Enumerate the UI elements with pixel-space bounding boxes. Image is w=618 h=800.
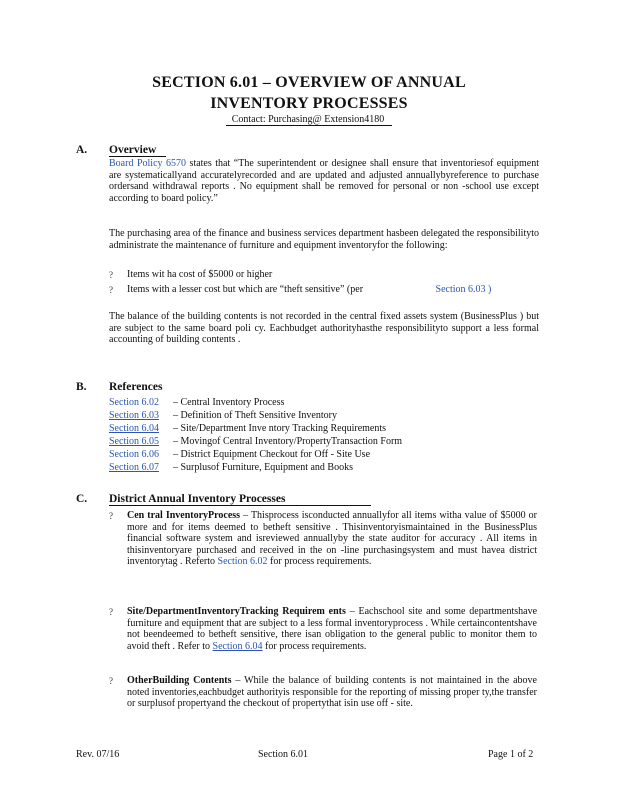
reference-row (109, 423, 386, 435)
section-c-item1 (127, 510, 537, 568)
section-b-heading: References (109, 381, 163, 393)
section-a-letter: A. (76, 144, 88, 156)
bullet-marker: ? (109, 676, 113, 686)
section-c-letter: C. (76, 493, 88, 505)
bullet-marker: ? (109, 607, 113, 617)
reference-text: – Surplusof Furniture, Equipment and Books (173, 462, 353, 473)
contact-line (0, 114, 618, 125)
footer-section: Section 6.01 (258, 749, 308, 760)
footer-revision: Rev. 07/16 (76, 749, 120, 760)
central-inventory-heading: Cen tral InventoryProcess (127, 510, 241, 521)
site-tracking-end: for process requirements. (265, 640, 367, 652)
section-a-bullet2 (127, 284, 537, 296)
central-inventory-text: – Thisprocess isconducted annuallyfor all items witha value of $5000 or more and for items deemed to betheft sensitive . Thisinventoryismaintained in the BusinessPlus financial software system and isreviewed annuallyby the state auditor for accuracy . All items in thisinventoryare purchased and received in the on -line purchasingsystem and must havea district inventorytag . Referto (127, 510, 537, 568)
section-a-para3 (109, 311, 539, 346)
central-inventory-end: for process requirements. (270, 556, 372, 568)
site-tracking-heading: Site/DepartmentInventoryTracking Requirem ents (127, 606, 346, 617)
other-contents-heading: OtherBuilding Contents (127, 675, 232, 686)
board-policy-link[interactable]: Board Policy 6570 (109, 158, 187, 169)
other-contents-text: – While the balance of building contents is not maintained in the above noted inventories,eachbudget authorityis responsible for the reporting of missing proper ty,the transfer or surplusof propertyand the checkout of propertythat isin use off - site. (127, 675, 537, 710)
footer-page-number: Page 1 of 2 (488, 749, 534, 760)
site-tracking-text: – Eachschool site and some departmentshave furniture and equipment that are subject to a less formal inventoryprocess . While certaincontentshave not beendeemed to betheft sensitive, there isan obligation to the general public to monitor them to avoid theft . Refer to (127, 606, 538, 652)
reference-row (109, 410, 337, 422)
reference-text: – District Equipment Checkout for Off - Site Use (173, 449, 371, 460)
section-6-03-link[interactable]: Section 6.03 (435, 284, 486, 295)
section-a-para2 (109, 228, 539, 251)
reference-text: – Central Inventory Process (173, 397, 285, 408)
contact-text: Contact: Purchasing@ Extension4180 (226, 114, 393, 126)
section-6-02-link[interactable]: Section 6.02 (217, 556, 268, 568)
document-title-line2: INVENTORY PROCESSES (210, 95, 408, 112)
reference-section-link[interactable]: Section 6.04 (109, 423, 159, 434)
document-title-line1: SECTION 6.01 – OVERVIEW OF ANNUAL (152, 74, 466, 91)
reference-row (109, 397, 284, 409)
reference-text: – Movingof Central Inventory/PropertyTransaction Form (173, 436, 403, 447)
bullet-marker: ? (109, 270, 113, 280)
reference-text: – Definition of Theft Sensitive Inventory (173, 410, 337, 421)
reference-row (109, 436, 402, 448)
section-a-para2-text: The purchasing area of the finance and business services department hasbeen delegated the responsibilityto administrate the maintenance of furniture and equipment inventoryfor the following: (109, 228, 539, 251)
reference-section-link[interactable]: Section 6.07 (109, 462, 159, 473)
section-c-item3 (127, 675, 537, 710)
reference-section-link[interactable]: Section 6.02 (109, 397, 159, 408)
section-a-bullet2-text: Items with a lesser cost but which are “theft sensitive” (per (127, 284, 364, 295)
section-a-para1-text: states that “The superintendent or designee shall ensure that inventoriesof equipment are systematicallyand accuratelyrecorded and are updated and adjusted annuallybyreference to purchase ordersand withdrawal reports . No equipment shall be removed for personal or non -school use except according to board policy.” (109, 158, 540, 204)
reference-row (109, 449, 370, 461)
reference-section-link[interactable]: Section 6.03 (109, 410, 159, 421)
bullet-marker: ? (109, 511, 113, 521)
section-a-para3-text: The balance of the building contents is not recorded in the central fixed assets system (BusinessPlus ) but are subject to the same board poli cy. Eachbudget authorityhasthe responsibilityto support a less formal accounting of building contents . (109, 311, 539, 346)
section-6-04-link[interactable]: Section 6.04 (212, 640, 263, 652)
section-a-heading: Overview (109, 144, 166, 157)
reference-text: – Site/Department Inve ntory Tracking Requirements (173, 423, 387, 434)
reference-section-link[interactable]: Section 6.05 (109, 436, 159, 447)
section-c-heading: District Annual Inventory Processes (109, 493, 371, 506)
bullet2-close-paren: ) (488, 284, 492, 295)
reference-row (109, 462, 353, 474)
section-b-letter: B. (76, 381, 87, 393)
bullet-marker: ? (109, 285, 113, 295)
reference-section-link[interactable]: Section 6.06 (109, 449, 159, 460)
section-a-para1 (109, 158, 539, 204)
section-a-bullet1: Items wit ha cost of $5000 or higher (127, 269, 273, 280)
section-c-item2 (127, 606, 537, 652)
